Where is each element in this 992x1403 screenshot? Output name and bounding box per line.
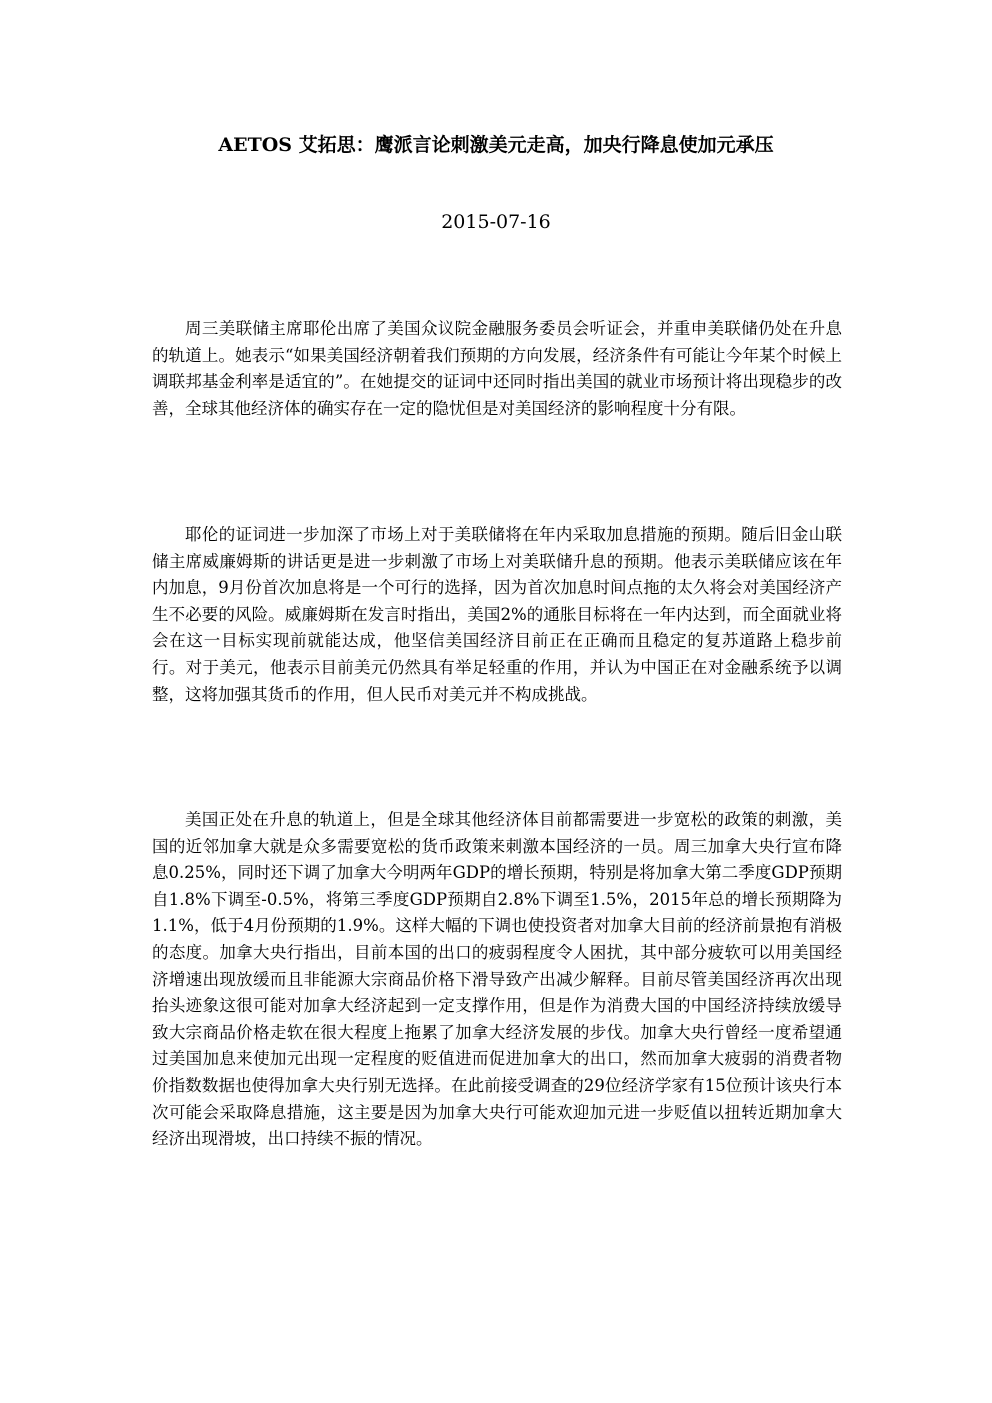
paragraph-2: 耶伦的证词进一步加深了市场上对于美联储将在年内采取加息措施的预期。随后旧金山联储主席威廉姆斯的讲话更是进一步刺激了市场上对美联储升息的预期。他表示美联储应该在年内加息，9月份首次加息将是一个可行的选择，因为首次加息时间点拖的太久将会对美国经济产生不必要的风险。威廉姆斯在发言时指出，美国2%的通胀目标将在一年内达到，而全面就业将会在这一目标实现前就能达成，他坚信美国经济目前正在正确而且稳定的复苏道路上稳步前行。对于美元，他表示目前美元仍然具有举足轻重的作用，并认为中国正在对金融系统予以调整，这将加强其货币的作用，但人民币对美元并不构成挑战。 bbox=[152, 525, 842, 704]
document-date: 2015-07-16 bbox=[441, 211, 551, 233]
document-title: AETOS 艾拓思：鹰派言论刺激美元走高，加央行降息使加元承压 bbox=[218, 134, 774, 156]
paragraph-3: 美国正处在升息的轨道上，但是全球其他经济体目前都需要进一步宽松的政策的刺激，美国的近邻加拿大就是众多需要宽松的货币政策来刺激本国经济的一员。周三加拿大央行宣布降息0.25%，同时还下调了加拿大今明两年GDP的增长预期，特别是将加拿大第二季度GDP预期自1.8%下调至-0.5%，将第三季度GDP预期自2.8%下调至1.5%，2015年总的增长预期降为1.1%，低于4月份预期的1.9%。这样大幅的下调也使投资者对加拿大目前的经济前景抱有消极的态度。加拿大央行指出，目前本国的出口的疲弱程度令人困扰，其中部分疲软可以用美国经济增速出现放缓而且非能源大宗商品价格下滑导致产出减少解释。目前尽管美国经济再次出现抬头迹象这很可能对加拿大经济起到一定支撑作用，但是作为消费大国的中国经济持续放缓导致大宗商品价格走软在很大程度上拖累了加拿大经济发展的步伐。加拿大央行曾经一度希望通过美国加息来使加元出现一定程度的贬值进而促进加拿大的出口，然而加拿大疲弱的消费者物价指数数据也使得加拿大央行别无选择。在此前接受调查的29位经济学家有15位预计该央行本次可能会采取降息措施，这主要是因为加拿大央行可能欢迎加元进一步贬值以扭转近期加拿大经济出现滑坡，出口持续不振的情况。 bbox=[152, 810, 842, 1149]
paragraph-1: 周三美联储主席耶伦出席了美国众议院金融服务委员会听证会，并重申美联储仍处在升息的轨道上。她表示“如果美国经济朝着我们预期的方向发展，经济条件有可能让今年某个时候上调联邦基金利率是适宜的”。在她提交的证词中还同时指出美国的就业市场预计将出现稳步的改善，全球其他经济体的确实存在一定的隐忧但是对美国经济的影响程度十分有限。 bbox=[152, 319, 842, 418]
